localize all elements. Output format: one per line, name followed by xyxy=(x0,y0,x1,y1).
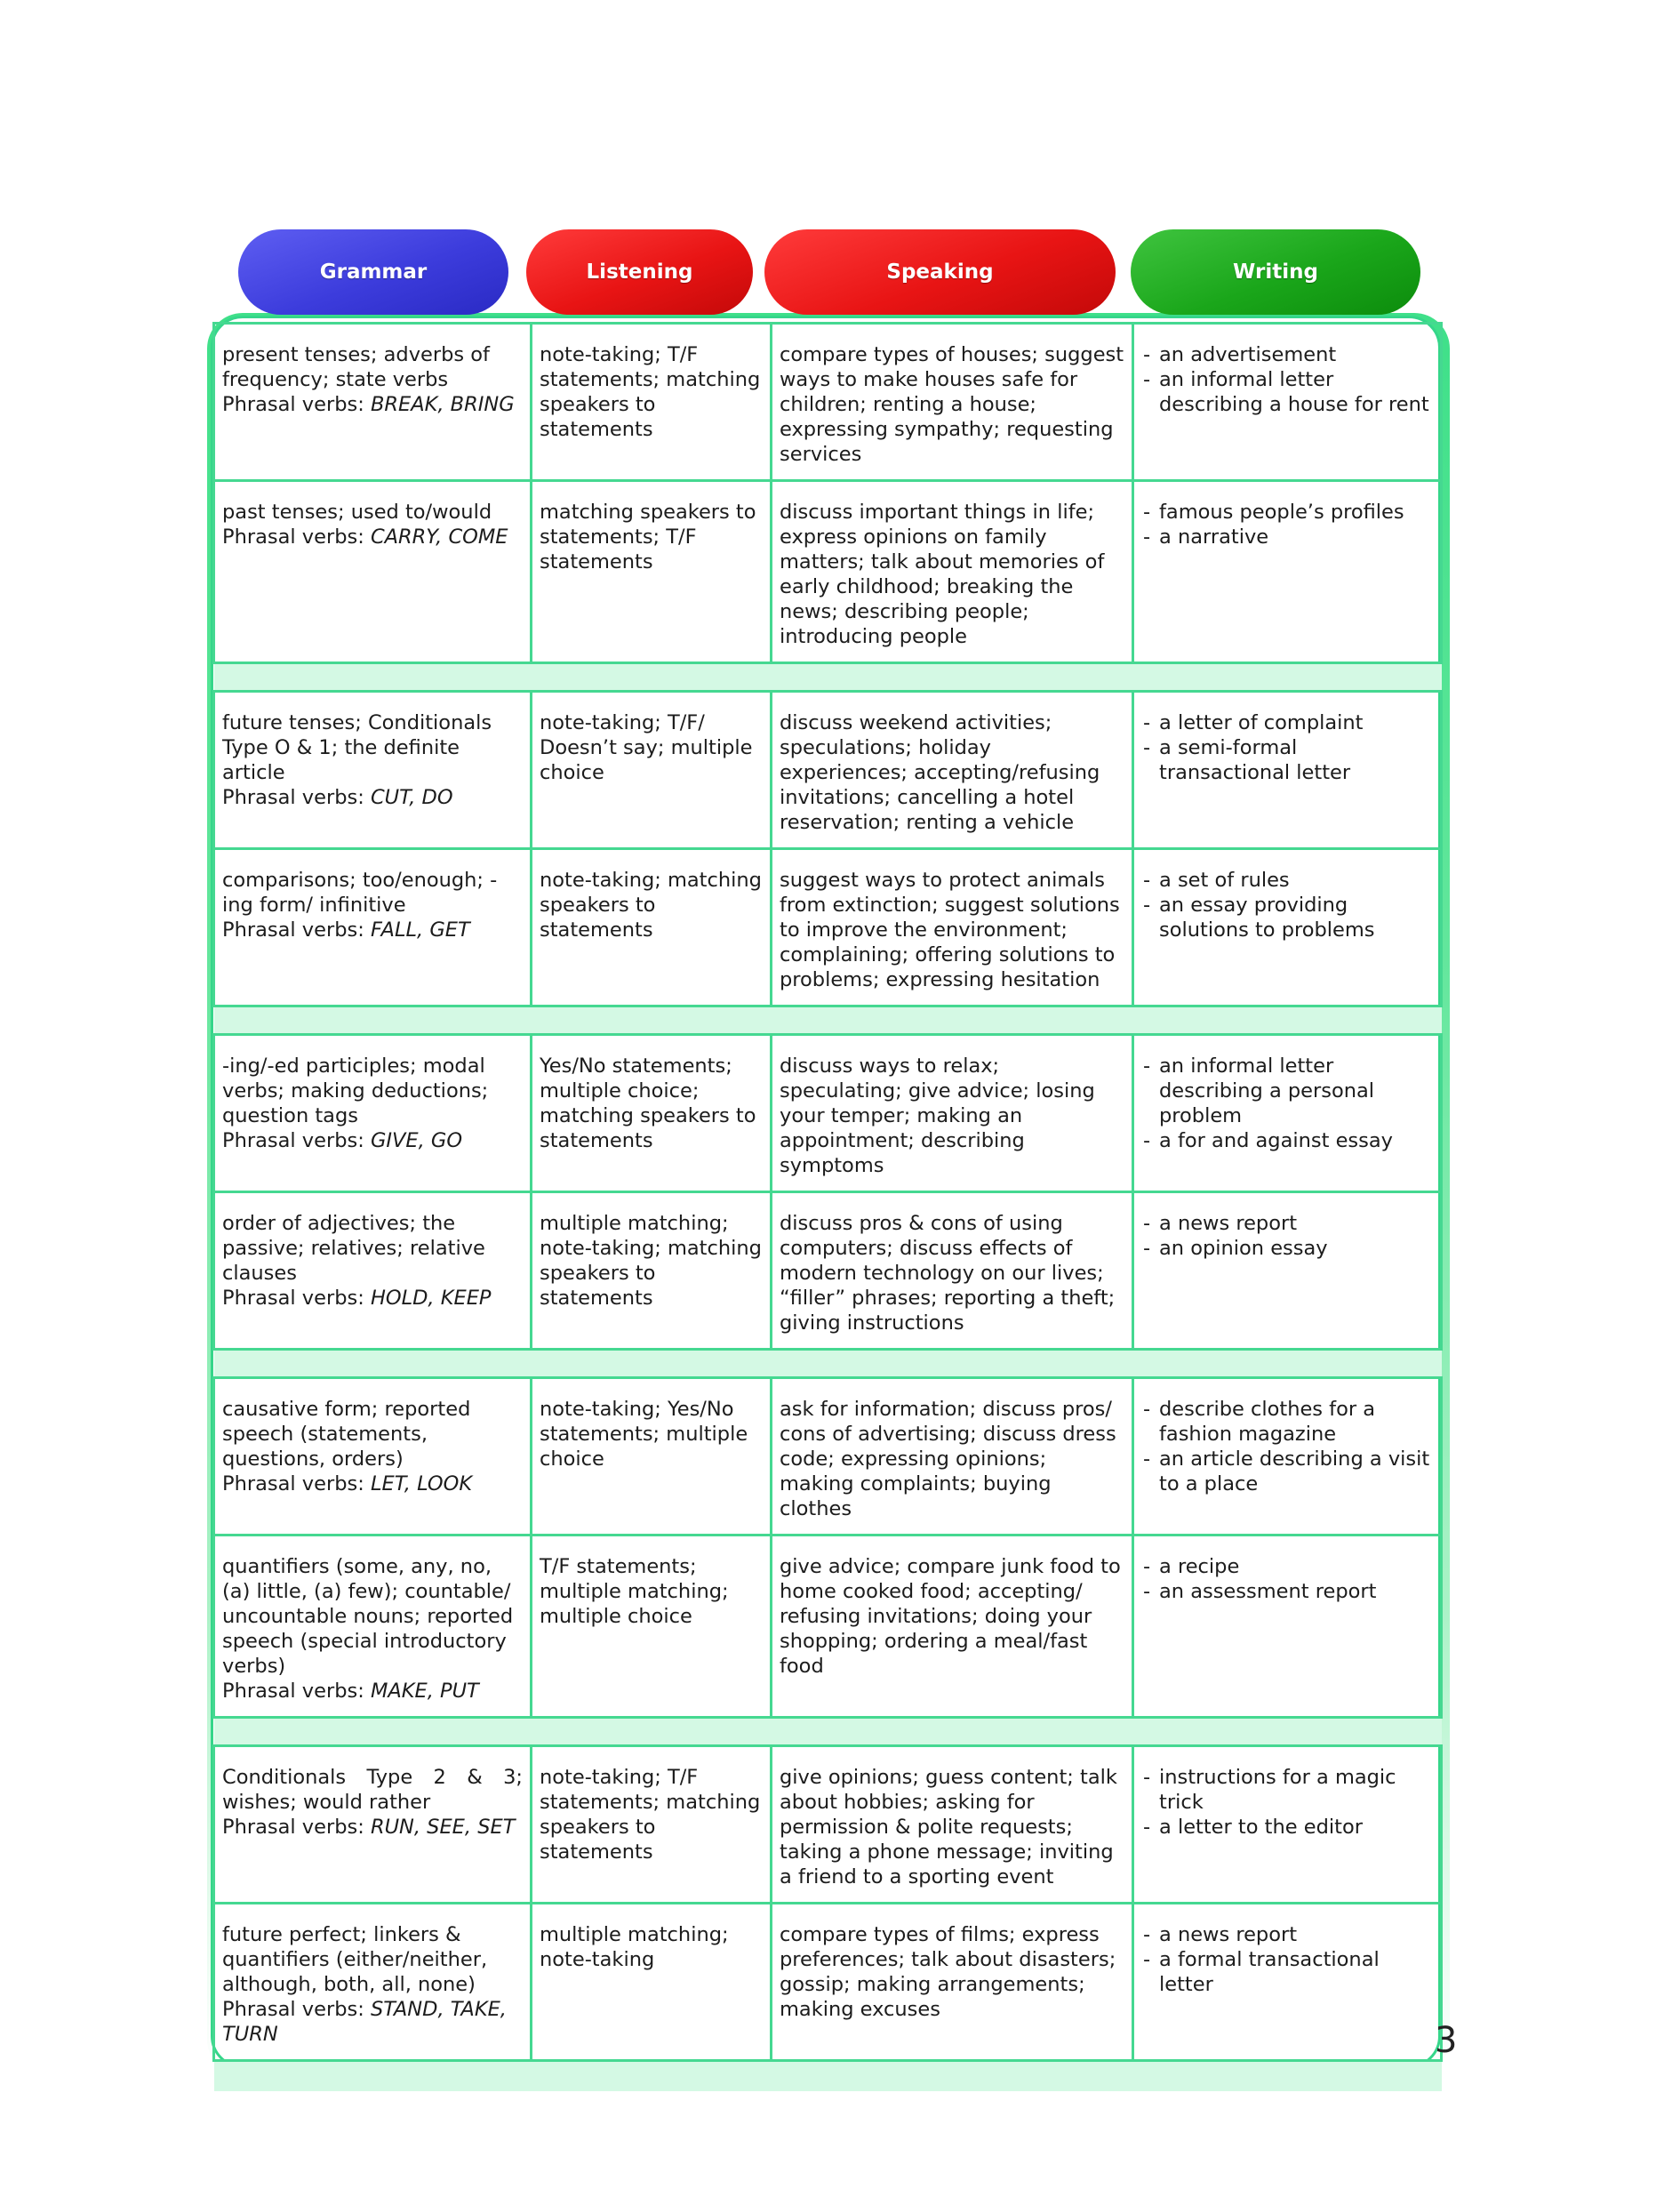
writing-cell xyxy=(1133,481,1442,663)
phrasal-verbs-list: GIVE, GO xyxy=(370,1129,463,1152)
grammar-cell xyxy=(214,849,532,1006)
phrasal-label: Phrasal verbs: xyxy=(222,1129,364,1152)
phrasal-label: Phrasal verbs: xyxy=(222,918,364,942)
syllabus-body xyxy=(214,324,1442,2092)
table-row xyxy=(214,1035,1442,1192)
tab-speaking-label: Speaking xyxy=(886,261,994,284)
writing-item: - a semi-formal transactional letter xyxy=(1141,735,1433,785)
grammar-cell xyxy=(214,1535,532,1718)
tab-writing xyxy=(1131,229,1420,315)
separator-band xyxy=(214,1006,1442,1035)
phrasal-label: Phrasal verbs: xyxy=(222,525,364,549)
speaking-cell: discuss pros & cons of using computers; discuss effects of modern technology on our lives; “filler” phrases; reporting a theft; giving instructions xyxy=(772,1192,1133,1350)
table-row xyxy=(214,692,1442,849)
writing-item: - a letter of complaint xyxy=(1141,710,1433,735)
speaking-cell: give opinions; guess content; talk about hobbies; asking for permission & polite requests; taking a phone message; inviting a friend to a sporting event xyxy=(772,1746,1133,1904)
writing-cell xyxy=(1133,1904,1442,2061)
speaking-cell: compare types of films; express preferences; talk about disasters; gossip; making arrangements; making excuses xyxy=(772,1904,1133,2061)
grammar-cell xyxy=(214,1035,532,1192)
grammar-text: causative form; reported speech (statements, questions, orders) xyxy=(222,1398,471,1471)
grammar-text: -ing/-ed participles; modal verbs; making deductions; question tags xyxy=(222,1054,489,1127)
writing-list xyxy=(1141,1211,1433,1261)
writing-item: - a letter to the editor xyxy=(1141,1815,1433,1840)
writing-list xyxy=(1141,868,1433,942)
phrasal-verbs-list: BREAK, BRING xyxy=(370,393,515,416)
writing-item: - an informal letter describing a house for rent xyxy=(1141,367,1433,417)
grammar-cell xyxy=(214,692,532,849)
phrasal-verbs-list: CUT, DO xyxy=(370,786,453,809)
row-separator xyxy=(214,1350,1442,1378)
phrasal-verbs xyxy=(222,1286,523,1311)
row-separator xyxy=(214,2061,1442,2092)
writing-list xyxy=(1141,1054,1433,1153)
writing-item: - a set of rules xyxy=(1141,868,1433,893)
writing-item: - an article describing a visit to a place xyxy=(1141,1447,1433,1496)
writing-item: - an informal letter describing a personal problem xyxy=(1141,1054,1433,1128)
phrasal-verbs xyxy=(222,1997,523,2047)
phrasal-label: Phrasal verbs: xyxy=(222,786,364,809)
listening-cell: note-taking; T/F statements; matching speakers to statements xyxy=(532,1746,772,1904)
table-row xyxy=(214,1192,1442,1350)
tab-grammar xyxy=(238,229,508,315)
grammar-cell xyxy=(214,481,532,663)
writing-item: - a news report xyxy=(1141,1922,1433,1947)
writing-list xyxy=(1141,500,1433,549)
writing-item: - a formal transactional letter xyxy=(1141,1947,1433,1997)
writing-cell xyxy=(1133,324,1442,481)
writing-item: - a recipe xyxy=(1141,1554,1433,1579)
phrasal-verbs-list: HOLD, KEEP xyxy=(370,1287,492,1310)
tab-speaking xyxy=(764,229,1116,315)
phrasal-verbs-list: LET, LOOK xyxy=(370,1472,473,1495)
speaking-cell: suggest ways to protect animals from extinction; suggest solutions to improve the environment; complaining; offering solutions to problems; expressing hesitation xyxy=(772,849,1133,1006)
table-row xyxy=(214,481,1442,663)
writing-item: - a for and against essay xyxy=(1141,1128,1433,1153)
speaking-cell: compare types of houses; suggest ways to make houses safe for children; renting a house; expressing sympathy; requesting services xyxy=(772,324,1133,481)
grammar-text: Conditionals Type 2 & 3; wishes; would rather xyxy=(222,1766,523,1814)
phrasal-label: Phrasal verbs: xyxy=(222,1680,364,1703)
grammar-text: future tenses; Conditionals Type O & 1; the definite article xyxy=(222,711,492,784)
grammar-text: quantifiers (some, any, no, (a) little, (a) few); countable/ uncountable nouns; reported speech (special introductory verbs) xyxy=(222,1555,514,1678)
phrasal-verbs-list: STAND, TAKE, TURN xyxy=(222,1998,507,2046)
writing-cell xyxy=(1133,1746,1442,1904)
phrasal-label: Phrasal verbs: xyxy=(222,393,364,416)
page-number: 3 xyxy=(1435,2020,1458,2061)
phrasal-verbs xyxy=(222,785,523,810)
writing-item: - instructions for a magic trick xyxy=(1141,1765,1433,1815)
table-row xyxy=(214,1535,1442,1718)
listening-cell: note-taking; Yes/No statements; multiple choice xyxy=(532,1378,772,1535)
separator-band xyxy=(214,2061,1442,2092)
writing-item: - an opinion essay xyxy=(1141,1236,1433,1261)
speaking-cell: discuss weekend activities; speculations; holiday experiences; accepting/refusing invitations; cancelling a hotel reservation; renting a vehicle xyxy=(772,692,1133,849)
phrasal-label: Phrasal verbs: xyxy=(222,1472,364,1495)
phrasal-verbs-list: CARRY, COME xyxy=(370,525,508,549)
writing-list xyxy=(1141,1397,1433,1496)
grammar-text: comparisons; too/enough; -ing form/ infinitive xyxy=(222,869,498,917)
table-row xyxy=(214,324,1442,481)
grammar-cell xyxy=(214,1378,532,1535)
grammar-cell xyxy=(214,324,532,481)
writing-item: - an assessment report xyxy=(1141,1579,1433,1604)
listening-cell: matching speakers to statements; T/F statements xyxy=(532,481,772,663)
writing-list xyxy=(1141,1765,1433,1840)
phrasal-verbs xyxy=(222,1128,523,1153)
speaking-cell: give advice; compare junk food to home cooked food; accepting/ refusing invitations; doing your shopping; ordering a meal/fast food xyxy=(772,1535,1133,1718)
syllabus-table xyxy=(212,322,1443,2091)
writing-item: - a news report xyxy=(1141,1211,1433,1236)
row-separator xyxy=(214,663,1442,692)
listening-cell: note-taking; T/F statements; matching speakers to statements xyxy=(532,324,772,481)
listening-cell: multiple matching; note-taking; matching speakers to statements xyxy=(532,1192,772,1350)
table-row xyxy=(214,1378,1442,1535)
writing-cell xyxy=(1133,1535,1442,1718)
speaking-cell: discuss important things in life; express opinions on family matters; talk about memories of early childhood; breaking the news; describing people; introducing people xyxy=(772,481,1133,663)
phrasal-verbs-list: MAKE, PUT xyxy=(370,1680,479,1703)
writing-item: - an advertisement xyxy=(1141,342,1433,367)
writing-list xyxy=(1141,1922,1433,1997)
writing-item: - describe clothes for a fashion magazine xyxy=(1141,1397,1433,1447)
speaking-cell: ask for information; discuss pros/ cons of advertising; discuss dress code; expressing opinions; making complaints; buying clothes xyxy=(772,1378,1133,1535)
writing-cell xyxy=(1133,692,1442,849)
grammar-cell xyxy=(214,1746,532,1904)
phrasal-verbs xyxy=(222,1679,523,1704)
grammar-text: future perfect; linkers & quantifiers (either/neither, although, both, all, none) xyxy=(222,1923,488,1996)
writing-item: - famous people’s profiles xyxy=(1141,500,1433,525)
phrasal-verbs xyxy=(222,1471,523,1496)
row-separator xyxy=(214,1006,1442,1035)
grammar-text: order of adjectives; the passive; relatives; relative clauses xyxy=(222,1212,485,1285)
writing-cell xyxy=(1133,1192,1442,1350)
table-row xyxy=(214,1904,1442,2061)
listening-cell: note-taking; T/F/ Doesn’t say; multiple choice xyxy=(532,692,772,849)
separator-band xyxy=(214,663,1442,692)
phrasal-verbs-list: RUN, SEE, SET xyxy=(370,1816,516,1839)
phrasal-verbs xyxy=(222,1815,523,1840)
writing-item: - a narrative xyxy=(1141,525,1433,549)
table-row xyxy=(214,849,1442,1006)
listening-cell: T/F statements; multiple matching; multiple choice xyxy=(532,1535,772,1718)
writing-cell xyxy=(1133,849,1442,1006)
writing-cell xyxy=(1133,1378,1442,1535)
table-row xyxy=(214,1746,1442,1904)
tab-listening-label: Listening xyxy=(586,261,693,284)
phrasal-label: Phrasal verbs: xyxy=(222,1287,364,1310)
phrasal-verbs xyxy=(222,525,523,549)
listening-cell: multiple matching; note-taking xyxy=(532,1904,772,2061)
writing-item: - an essay providing solutions to problems xyxy=(1141,893,1433,942)
phrasal-verbs xyxy=(222,392,523,417)
listening-cell: note-taking; matching speakers to statements xyxy=(532,849,772,1006)
writing-list xyxy=(1141,710,1433,785)
grammar-text: past tenses; used to/would xyxy=(222,501,492,524)
writing-cell xyxy=(1133,1035,1442,1192)
tab-writing-label: Writing xyxy=(1233,261,1318,284)
phrasal-verbs xyxy=(222,918,523,942)
grammar-cell xyxy=(214,1904,532,2061)
phrasal-verbs-list: FALL, GET xyxy=(370,918,470,942)
writing-list xyxy=(1141,342,1433,417)
writing-list xyxy=(1141,1554,1433,1604)
tab-listening xyxy=(526,229,753,315)
row-separator xyxy=(214,1718,1442,1746)
listening-cell: Yes/No statements; multiple choice; matching speakers to statements xyxy=(532,1035,772,1192)
separator-band xyxy=(214,1718,1442,1746)
speaking-cell: discuss ways to relax; speculating; give advice; losing your temper; making an appointment; describing symptoms xyxy=(772,1035,1133,1192)
phrasal-label: Phrasal verbs: xyxy=(222,1816,364,1839)
phrasal-label: Phrasal verbs: xyxy=(222,1998,364,2021)
separator-band xyxy=(214,1350,1442,1378)
grammar-text: present tenses; adverbs of frequency; state verbs xyxy=(222,343,490,391)
tab-grammar-label: Grammar xyxy=(319,261,428,284)
grammar-cell xyxy=(214,1192,532,1350)
